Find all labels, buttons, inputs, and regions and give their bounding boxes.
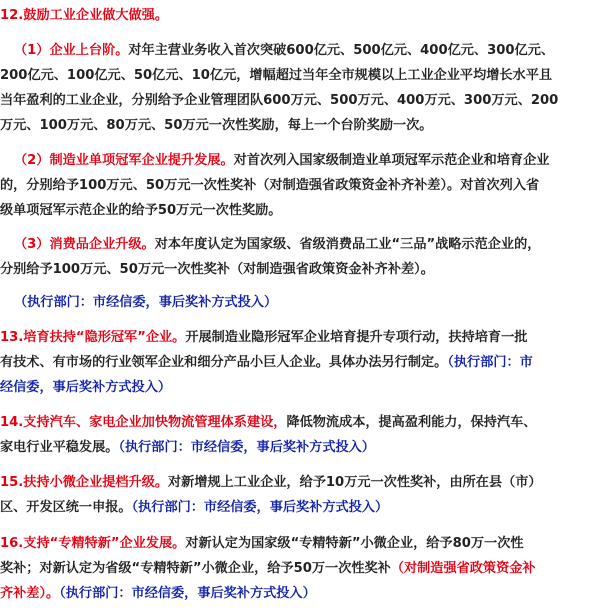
section-12-item-3 [0,232,600,282]
item-2-line-3: 级单项冠军示范企业的给予50万元一次性奖励。 [0,203,282,218]
item-1-lead: （1）企业上台阶。 [14,43,129,58]
item-2-lead: （2）制造业单项冠军企业提升发展。 [14,153,234,168]
section-16-line-2: 奖补；对新认定为省级“专精特新”小微企业，给予50万一次性奖补 [0,561,391,576]
exec-dept-note: （执行部门：市经信委，事后奖补方式投入） [14,295,278,310]
section-13-exec-2: 经信委，事后奖补方式投入） [0,380,172,395]
item-1-line-2: 200亿元、100亿元、50亿元、10亿元，增幅超过当年全市规模以上工业企业平均增长水平且 [0,68,553,83]
section-14-line-2: 家电行业平稳发展。 [0,440,119,455]
section-12 [0,3,600,28]
item-3-line-1: 对本年度认定为国家级、省级消费品工业“三品”战略示范企业的， [154,237,541,252]
section-15 [0,470,600,520]
section-13-line-1: 开展制造业隐形冠军企业培育提升专项行动，扶持培育一批 [185,330,528,345]
section-12-item-2 [0,148,600,223]
section-12-title: 12.鼓励工业企业做大做强。 [0,8,169,23]
section-12-exec [0,290,600,315]
section-16-red-1: （对制造强省政策资金补 [390,561,536,576]
item-3-line-2: 分别给予100万元、50万元一次性奖补（对制造强省政策资金补齐补差）。 [0,262,434,277]
section-15-title: 15.扶持小微企业提档升级。 [0,475,169,490]
section-15-exec: （执行部门：市经信委，事后奖补方式投入） [131,500,389,515]
item-2-line-2: 的，分别给予100万元、50万元一次性奖补（对制造强省政策资金补齐补差）。对首次列入省 [0,178,540,193]
item-1-line-4: 万元、100万元、80万元、50万元一次性奖励，每上一个台阶奖励一次。 [0,118,433,133]
section-13-line-2: 有技术、有市场的行业领军企业和细分产品小巨人企业。具体办法另行制定。 [0,355,448,370]
item-2-line-1: 对首次列入国家级制造业单项冠军示范企业和培育企业 [233,153,550,168]
section-14-title: 14.支持汽车、家电企业加快物流管理体系建设， [0,415,287,430]
section-14-exec: （执行部门：市经信委，事后奖补方式投入） [118,440,375,455]
section-14-line-1: 降低物流成本，提高盈利能力，保持汽车、 [286,415,537,430]
section-16-exec: （执行部门：市经信委，事后奖补方式投入） [59,586,316,601]
section-15-line-2: 区、开发区统一申报。 [0,500,132,515]
section-15-line-1: 对新增规上工业企业，给予10万元一次性奖补，由所在县（市） [168,475,542,490]
section-16-title: 16.支持“专精特新”企业发展。 [0,536,186,551]
section-13 [0,325,600,400]
item-1-line-3: 当年盈利的工业企业，分别给予企业管理团队600万元、500万元、400万元、300万元、200 [0,93,559,108]
section-12-item-1 [0,38,600,138]
item-1-line-1: 对年主营业务收入首次突破600亿元、500亿元、400亿元、300亿元、 [128,43,555,58]
item-3-lead: （3）消费品企业升级。 [14,237,155,252]
section-14 [0,410,600,460]
section-16-red-2: 齐补差）。 [0,586,60,601]
section-13-exec-1: （执行部门：市 [447,355,533,370]
section-16 [0,531,600,606]
section-16-line-1: 对新认定为国家级“专精特新”小微企业，给予80万一次性 [185,536,524,551]
section-13-title: 13.培育扶持“隐形冠军”企业。 [0,330,186,345]
